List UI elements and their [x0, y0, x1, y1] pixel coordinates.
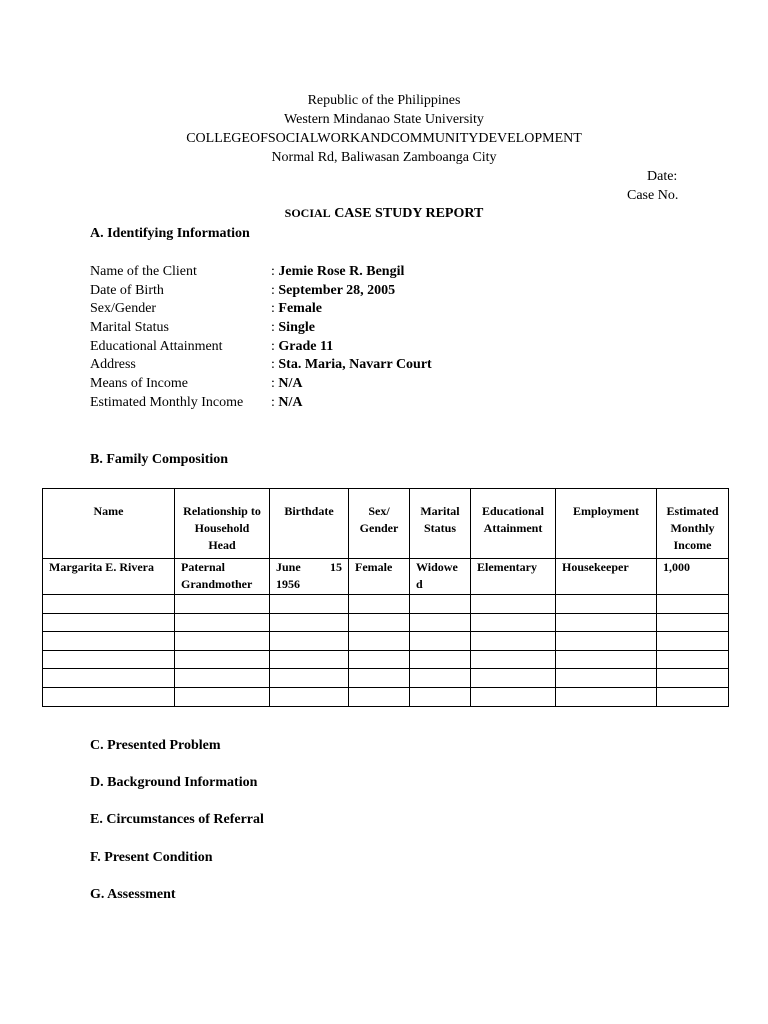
empty-cell: [471, 613, 556, 632]
empty-cell: [556, 595, 657, 614]
cell-education: Elementary: [471, 559, 556, 595]
info-label: Educational Attainment: [90, 338, 223, 354]
column-header: Educational Attainment: [471, 489, 556, 559]
empty-cell: [556, 632, 657, 651]
table-header-row: [43, 489, 729, 559]
info-row-birth: Date of Birth : September 28, 2005: [90, 282, 690, 301]
info-value: Single: [278, 320, 315, 336]
empty-cell: [657, 687, 729, 706]
empty-cell: [410, 613, 471, 632]
empty-cell: [270, 669, 349, 688]
info-label: Address: [90, 357, 136, 373]
empty-cell: [175, 669, 270, 688]
header-college: COLLEGEOFSOCIALWORKANDCOMMUNITYDEVELOPMENT: [186, 131, 582, 146]
info-row-name: Name of the Client : Jemie Rose R. Bengil: [90, 263, 690, 282]
empty-cell: [349, 613, 410, 632]
empty-cell: [556, 650, 657, 669]
table-row-empty: [43, 632, 729, 651]
empty-cell: [556, 669, 657, 688]
cell-income: 1,000: [657, 559, 729, 595]
date-label: Date:: [647, 169, 678, 184]
birth-day: 15: [330, 560, 342, 574]
table-row-empty: [43, 650, 729, 669]
empty-cell: [270, 650, 349, 669]
info-row-education: Educational Attainment : Grade 11: [90, 338, 690, 357]
cell-marital: [410, 559, 471, 595]
empty-cell: [471, 687, 556, 706]
column-header: Name: [43, 489, 175, 559]
empty-cell: [410, 632, 471, 651]
cell-relationship: Paternal Grandmother: [175, 559, 270, 595]
section-b-heading: B. Family Composition: [90, 452, 229, 467]
cell-name: Margarita E. Rivera: [43, 559, 175, 595]
info-label: Name of the Client: [90, 264, 197, 279]
case-number-label: Case No.: [627, 188, 679, 203]
header-university: Western Mindanao State University: [284, 112, 484, 127]
info-value: Sta. Maria, Navarr Court: [278, 357, 432, 373]
family-composition-table: [42, 488, 729, 707]
empty-cell: [657, 669, 729, 688]
column-header: Relationship to Household Head: [175, 489, 270, 559]
empty-cell: [657, 632, 729, 651]
empty-cell: [657, 650, 729, 669]
empty-cell: [43, 632, 175, 651]
section-g-heading: G. Assessment: [90, 887, 176, 902]
column-header: Employment: [556, 489, 657, 559]
empty-cell: [471, 595, 556, 614]
info-value: Female: [278, 301, 322, 317]
header-republic: Republic of the Philippines: [307, 93, 461, 108]
empty-cell: [556, 687, 657, 706]
info-row-income-means: Means of Income : N/A: [90, 375, 690, 394]
empty-cell: [657, 613, 729, 632]
empty-cell: [43, 613, 175, 632]
empty-cell: [43, 687, 175, 706]
empty-cell: [471, 650, 556, 669]
empty-cell: [471, 669, 556, 688]
empty-cell: [410, 595, 471, 614]
column-header: Sex/ Gender: [349, 489, 410, 559]
empty-cell: [349, 595, 410, 614]
empty-cell: [410, 669, 471, 688]
empty-cell: [175, 595, 270, 614]
birth-year: 1956: [276, 577, 300, 591]
info-label: Marital Status: [90, 320, 169, 336]
empty-cell: [349, 632, 410, 651]
empty-cell: [657, 595, 729, 614]
empty-cell: [175, 613, 270, 632]
empty-cell: [43, 669, 175, 688]
cell-birthdate: [270, 559, 349, 595]
empty-cell: [43, 650, 175, 669]
info-row-address: Address : Sta. Maria, Navarr Court: [90, 356, 690, 375]
column-header: Estimated Monthly Income: [657, 489, 729, 559]
birth-month: June: [276, 560, 301, 574]
report-title: [0, 206, 768, 222]
empty-cell: [471, 632, 556, 651]
table-row-empty: [43, 595, 729, 614]
info-row-monthly-income: Estimated Monthly Income : N/A: [90, 394, 690, 413]
empty-cell: [175, 632, 270, 651]
report-title-small: SOCIAL: [284, 206, 331, 220]
section-a-heading: A. Identifying Information: [90, 226, 250, 241]
identifying-info-list: [90, 263, 690, 413]
report-title-rest: CASE STUDY REPORT: [334, 206, 484, 221]
info-value: Grade 11: [278, 338, 334, 354]
table-row-empty: [43, 613, 729, 632]
empty-cell: [270, 595, 349, 614]
section-d-heading: D. Background Information: [90, 775, 258, 790]
marital-part-b: d: [416, 577, 423, 591]
header-address: Normal Rd, Baliwasan Zamboanga City: [271, 150, 497, 165]
table-row: [43, 559, 729, 595]
info-value: September 28, 2005: [278, 282, 396, 298]
info-row-marital: Marital Status : Single: [90, 319, 690, 338]
empty-cell: [556, 613, 657, 632]
empty-cell: [410, 650, 471, 669]
info-label: Estimated Monthly Income: [90, 394, 244, 410]
info-value: N/A: [278, 394, 303, 410]
info-label: Means of Income: [90, 376, 188, 392]
empty-cell: [175, 687, 270, 706]
column-header: Birthdate: [270, 489, 349, 559]
column-header: Marital Status: [410, 489, 471, 559]
empty-cell: [349, 669, 410, 688]
empty-cell: [270, 632, 349, 651]
cell-sex: Female: [349, 559, 410, 595]
table-row-empty: [43, 669, 729, 688]
section-e-heading: E. Circumstances of Referral: [90, 812, 264, 827]
info-value: Jemie Rose R. Bengil: [278, 264, 405, 279]
cell-employment: Housekeeper: [556, 559, 657, 595]
empty-cell: [410, 687, 471, 706]
section-f-heading: F. Present Condition: [90, 850, 213, 865]
empty-cell: [43, 595, 175, 614]
empty-cell: [270, 613, 349, 632]
section-c-heading: C. Presented Problem: [90, 738, 221, 753]
info-label: Sex/Gender: [90, 301, 157, 317]
empty-cell: [270, 687, 349, 706]
info-row-sex: Sex/Gender : Female: [90, 300, 690, 319]
empty-cell: [175, 650, 270, 669]
empty-cell: [349, 687, 410, 706]
table-row-empty: [43, 687, 729, 706]
marital-part-a: Widowe: [416, 560, 458, 574]
info-label: Date of Birth: [90, 282, 164, 298]
empty-cell: [349, 650, 410, 669]
info-value: N/A: [278, 376, 303, 392]
